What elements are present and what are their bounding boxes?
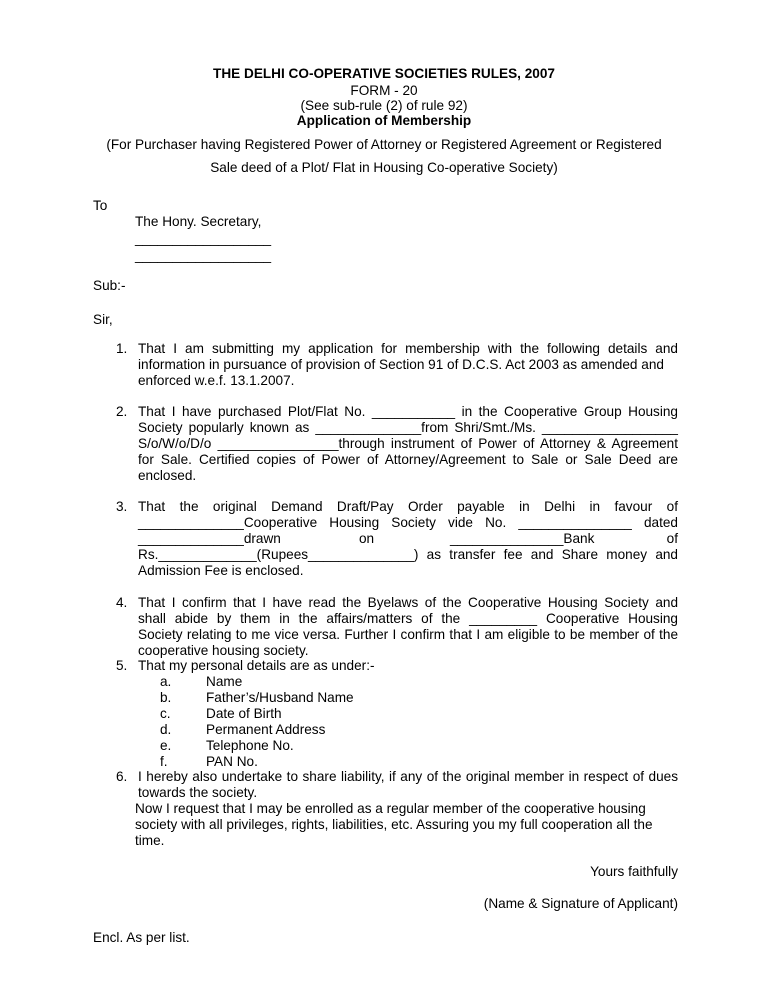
detail-row-name: a. Name bbox=[160, 674, 243, 689]
request-line: Now I request that I may be enrolled as a regular member of the cooperative housing bbox=[135, 801, 646, 816]
paragraph-number: 1. bbox=[116, 341, 128, 356]
recipient: The Hony. Secretary, bbox=[135, 214, 262, 229]
paragraph-number: 6. bbox=[116, 769, 128, 784]
paragraph-line bbox=[138, 531, 678, 547]
address-blank-2: __________________ bbox=[135, 248, 272, 263]
paragraph-line: information in pursuance of provision of Section 91 of D.C.S. Act 2003 as amended and bbox=[138, 357, 664, 372]
to-label: To bbox=[93, 198, 108, 213]
paragraph-line: That the original Demand Draft/Pay Order payable in Delhi in favour of bbox=[138, 499, 678, 514]
paragraph-number: 2. bbox=[116, 404, 128, 419]
paragraph-line: enclosed. bbox=[138, 468, 197, 483]
purpose-line-1: (For Purchaser having Registered Power of Attorney or Registered Agreement or Registered bbox=[106, 137, 662, 152]
paragraph-line: ______________Cooperative Housing Society vide No. _______________ dated bbox=[138, 515, 678, 530]
paragraph-line: That I have purchased Plot/Flat No. ___________ in the Cooperative Group Housing bbox=[138, 404, 678, 419]
request-paragraph bbox=[135, 801, 675, 849]
drawn-blank: ______________drawn bbox=[138, 531, 281, 546]
salutation: Sir, bbox=[93, 312, 113, 327]
detail-row-telephone: e. Telephone No. bbox=[160, 738, 294, 753]
sub-rule-reference: (See sub-rule (2) of rule 92) bbox=[300, 98, 468, 113]
paragraph-line: Rs._____________(Rupees______________) as transfer fee and Share money and bbox=[138, 547, 678, 562]
paragraph-number: 3. bbox=[116, 499, 128, 514]
on-word: on bbox=[359, 531, 375, 546]
paragraph-number: 4. bbox=[116, 595, 128, 610]
subject-label: Sub:- bbox=[93, 278, 126, 293]
paragraph-line: That my personal details are as under:- bbox=[138, 658, 375, 673]
paragraph-line: for Sale. Certified copies of Power of Attorney/Agreement to Sale or Sale Deed are bbox=[138, 452, 678, 467]
paragraph-line: enforced w.e.f. 13.1.2007. bbox=[138, 373, 295, 388]
address-blank-1: __________________ bbox=[135, 231, 272, 246]
detail-row-father-husband: b. Father’s/Husband Name bbox=[160, 690, 354, 705]
paragraph-line: Society popularly known as ______________from Shri/Smt./Ms. __________________ bbox=[138, 420, 678, 435]
paragraph-line: Society relating to me vice versa. Further I confirm that I am eligible to be member of the bbox=[138, 627, 678, 642]
form-number: FORM - 20 bbox=[350, 83, 418, 98]
of-word: of bbox=[666, 531, 678, 546]
paragraph-line: That I confirm that I have read the Byelaws of the Cooperative Housing Society and bbox=[138, 595, 678, 610]
paragraph-line: cooperative housing society. bbox=[138, 643, 309, 658]
paragraph-number: 5. bbox=[116, 658, 128, 673]
applicant-signature-label: (Name & Signature of Applicant) bbox=[483, 896, 678, 911]
yours-faithfully: Yours faithfully bbox=[590, 864, 678, 879]
request-line: time. bbox=[135, 833, 165, 848]
application-title: Application of Membership bbox=[296, 113, 472, 128]
detail-row-pan: f. PAN No. bbox=[160, 754, 258, 769]
paragraph-line: S/o/W/o/D/o ________________through instrument of Power of Attorney & Agreement bbox=[138, 436, 678, 451]
paragraph-line: towards the society. bbox=[138, 785, 258, 800]
detail-row-address: d. Permanent Address bbox=[160, 722, 326, 737]
bank-blank: _______________Bank bbox=[450, 531, 595, 546]
personal-details-list bbox=[160, 674, 354, 770]
request-line: society with all privileges, rights, liabilities, etc. Assuring you my full cooperation all the bbox=[135, 817, 653, 832]
paragraph-line: shall abide by them in the affairs/matters of the _________ Cooperative Housing bbox=[138, 611, 678, 626]
detail-row-dob: c. Date of Birth bbox=[160, 706, 282, 721]
rules-title: THE DELHI CO-OPERATIVE SOCIETIES RULES, 2007 bbox=[213, 66, 555, 81]
paragraph-line: Admission Fee is enclosed. bbox=[138, 563, 304, 578]
enclosure-note: Encl. As per list. bbox=[93, 930, 190, 945]
paragraph-line: That I am submitting my application for membership with the following details and bbox=[138, 341, 678, 356]
paragraph-line: I hereby also undertake to share liability, if any of the original member in respect of dues bbox=[138, 769, 678, 784]
purpose-line-2: Sale deed of a Plot/ Flat in Housing Co-operative Society) bbox=[210, 160, 558, 175]
